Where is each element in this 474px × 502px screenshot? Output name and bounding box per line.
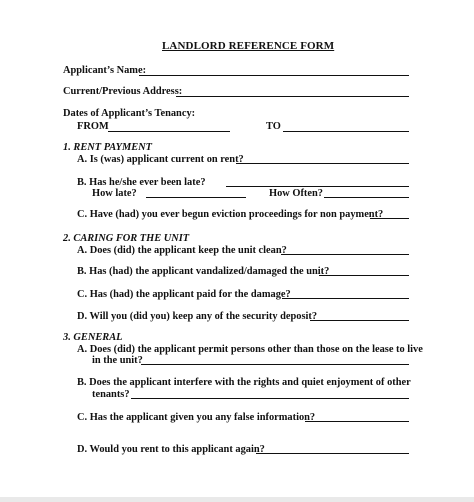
question-3c: C. Has the applicant given you any false information? — [77, 412, 316, 423]
answer-2d-field[interactable] — [310, 320, 409, 321]
applicant-name-label: Applicant’s Name: — [63, 65, 147, 76]
from-date-field[interactable] — [108, 131, 230, 132]
address-label: Current/Previous Address: — [63, 86, 183, 97]
address-field[interactable] — [176, 96, 409, 97]
question-3b-continued: tenants? — [92, 389, 130, 400]
to-label: TO — [266, 121, 281, 132]
answer-3a-field[interactable] — [141, 364, 409, 365]
answer-2a-field[interactable] — [281, 254, 409, 255]
answer-1a-field[interactable] — [236, 163, 409, 164]
question-3a: A. Does (did) the applicant permit persons other than those on the lease to live — [77, 344, 423, 355]
page-bottom-edge — [0, 497, 474, 502]
answer-2c-field[interactable] — [282, 298, 409, 299]
how-often-label: How Often? — [269, 188, 323, 199]
from-label: FROM — [77, 121, 109, 132]
how-often-field[interactable] — [324, 197, 409, 198]
section-heading-caring-for-unit: 2. CARING FOR THE UNIT — [63, 233, 190, 244]
answer-1b-field[interactable] — [226, 186, 409, 187]
applicant-name-field[interactable] — [139, 75, 409, 76]
question-1a: A. Is (was) applicant current on rent? — [77, 154, 244, 165]
answer-3c-field[interactable] — [305, 421, 409, 422]
question-3d: D. Would you rent to this applicant again? — [77, 444, 265, 455]
answer-3d-field[interactable] — [256, 453, 409, 454]
question-3b: B. Does the applicant interfere with the rights and quiet enjoyment of other — [77, 377, 411, 388]
answer-1c-field[interactable] — [370, 218, 409, 219]
to-date-field[interactable] — [283, 131, 409, 132]
question-1b: B. Has he/she ever been late? — [77, 177, 206, 188]
form-title: LANDLORD REFERENCE FORM — [162, 40, 335, 52]
question-2c: C. Has (had) the applicant paid for the damage? — [77, 289, 291, 300]
section-heading-general: 3. GENERAL — [63, 332, 123, 343]
question-3a-continued: in the unit? — [92, 355, 143, 366]
answer-2b-field[interactable] — [319, 275, 409, 276]
tenancy-dates-label: Dates of Applicant’s Tenancy: — [63, 108, 196, 119]
question-2a: A. Does (did) the applicant keep the unit clean? — [77, 245, 287, 256]
how-late-label: How late? — [92, 188, 137, 199]
question-2d: D. Will you (did you) keep any of the security deposit? — [77, 311, 318, 322]
how-late-field[interactable] — [146, 197, 246, 198]
answer-3b-field[interactable] — [131, 398, 409, 399]
section-heading-rent-payment: 1. RENT PAYMENT — [63, 142, 152, 153]
question-1c: C. Have (had) you ever begun eviction proceedings for non payment? — [77, 209, 384, 220]
question-2b: B. Has (had) the applicant vandalized/damaged the unit? — [77, 266, 330, 277]
